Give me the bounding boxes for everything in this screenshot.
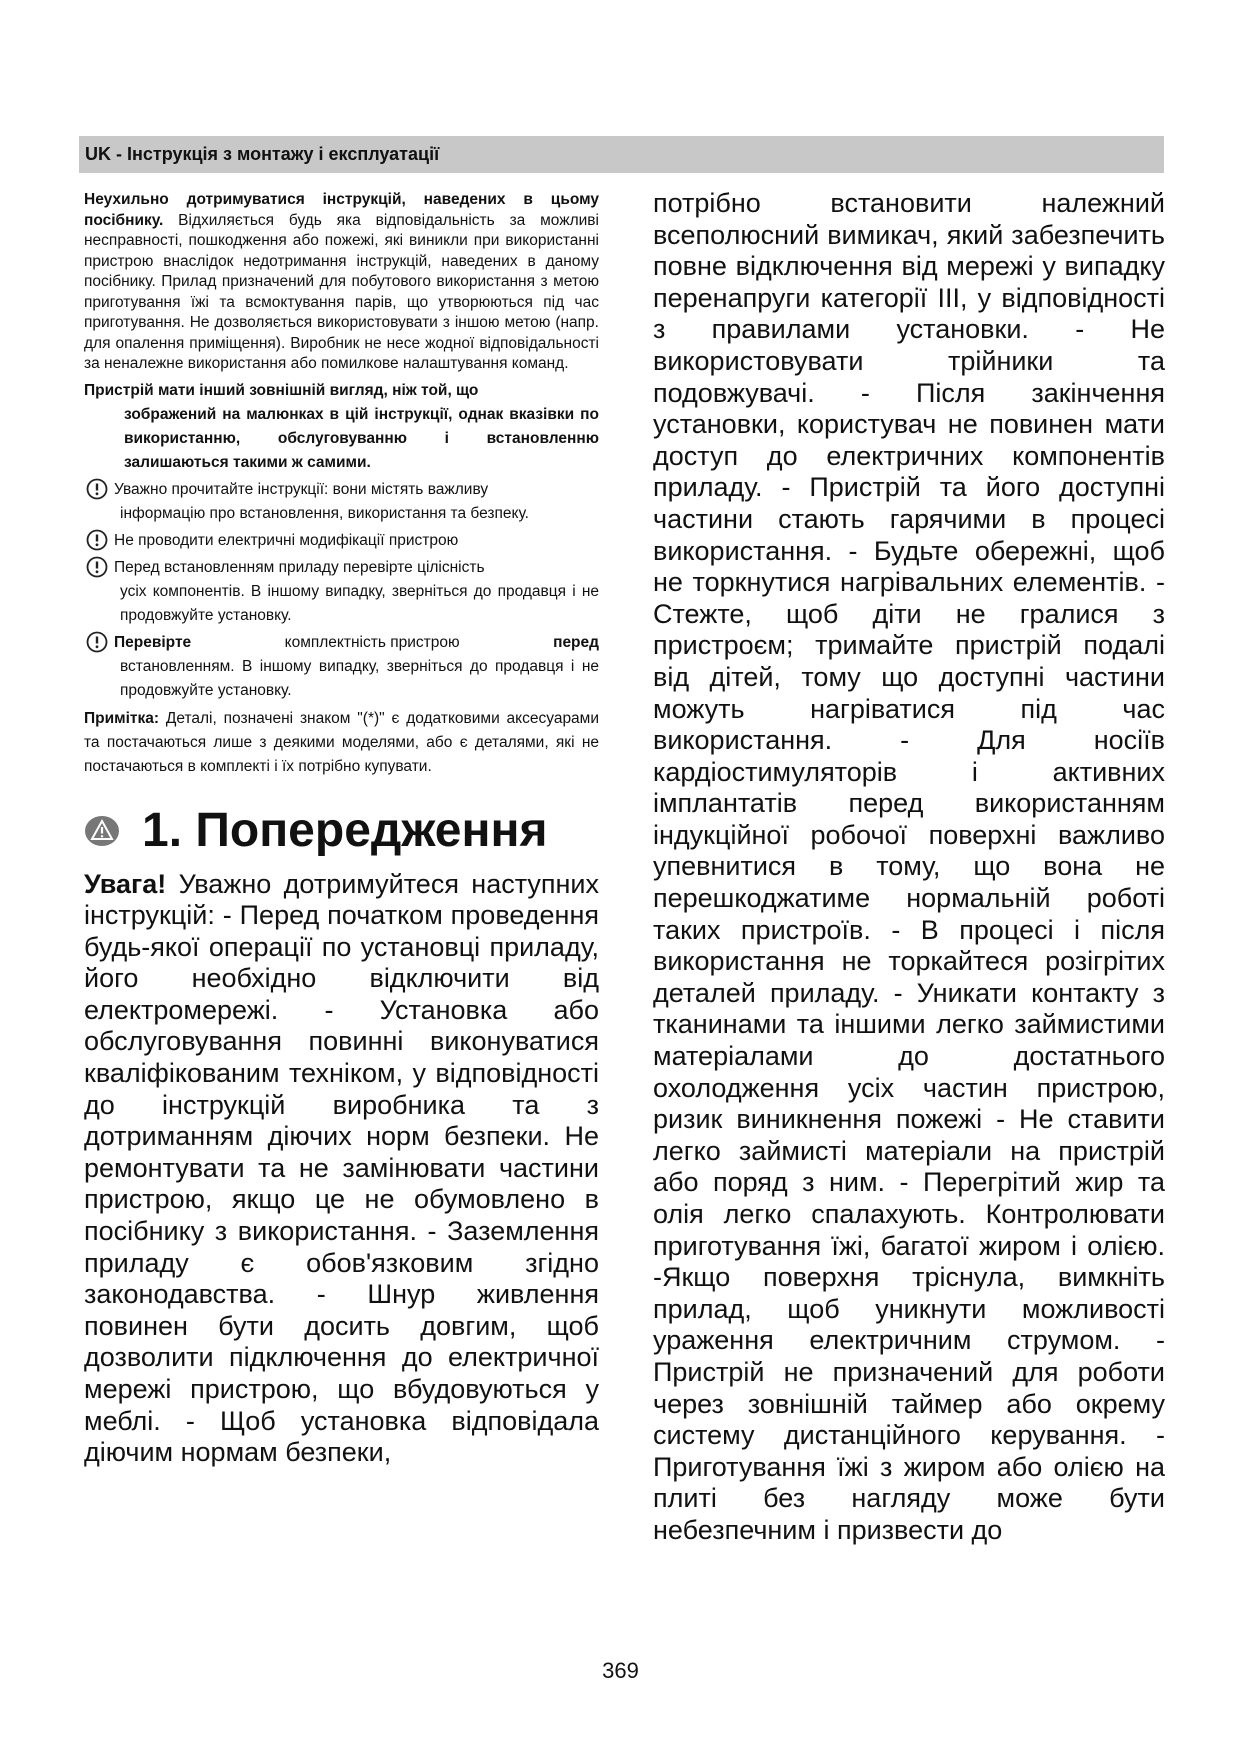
note-4-text bbox=[114, 631, 599, 703]
device-rest: зображений на малюнках в цій інструкції, однак вказівки по використанню, обслуговуванню і встановленню залишаються такими ж самими. bbox=[124, 405, 599, 471]
exclamation-circle-icon bbox=[84, 478, 114, 500]
note-4-first-line bbox=[114, 631, 599, 655]
section-header-bar bbox=[79, 136, 1164, 173]
remark-bold: Примітка: bbox=[84, 709, 160, 727]
device-paragraph bbox=[84, 379, 599, 475]
note-2-text bbox=[114, 529, 599, 553]
remark-text: Деталі, позначені знаком "(*)" є додатковими аксесуарами та постачаються лише з деякими моделями, або є деталями, які не постачаються в комплекті і їх потрібно купувати. bbox=[84, 709, 599, 775]
note-1-rest: інформацію про встановлення, використання та безпеку. bbox=[120, 504, 529, 522]
header-title: UK - Інструкція з монтажу і експлуатації bbox=[85, 144, 440, 164]
section-heading bbox=[84, 801, 599, 861]
note-4-bold2: перед bbox=[553, 633, 599, 651]
warning-bold: Увага! bbox=[84, 868, 167, 899]
exclamation-circle-icon bbox=[84, 529, 114, 551]
exclamation-circle-icon bbox=[84, 556, 114, 578]
warning-paragraph bbox=[84, 869, 599, 1469]
note-3-first: Перед встановленням приладу перевірте цілісність bbox=[114, 558, 485, 576]
note-4 bbox=[84, 631, 599, 703]
right-paragraph: потрібно встановити належний всеполюсний вимикач, який забезпечить повне відключення від мережі у випадку перенапруги категорії III, у відповідності з правилами установки. - Не використовувати трійники та подовжувачі. - Після закінчення установки, користувач не повинен мати доступ до електричних компонентів приладу. - Пристрій та його доступні частини стають гарячими в процесі використання. - Будьте обережні, щоб не торкнутися нагрівальних елементів. - Стежте, щоб діти не гралися з пристроєм; тримайте пристрій подалі від дітей, тому що доступні частини можуть нагріватися під час використання. - Для носіїв кардіостимуляторів і активних імплантатів перед використанням індукційної робочої поверхні важливо упевнитися в тому, що вона не перешкоджатиме нормальній роботі таких пристроїв. - В процесі і після використання не торкайтеся розігрітих деталей приладу. - Уникати контакту з тканинами та іншими легко займистими матеріалами до достатнього охолодження усіх частин пристрою, ризик виникнення пожежі - Не ставити легко займисті матеріали на пристрій або поряд з ним. - Перегрітий жир та олія легко спалахують. Контролювати приготування їжі, багатої жиром і олією. -Якщо поверхня тріснула, вимкніть прилад, щоб уникнути можливості ураження електричним струмом. - Пристрій не призначений для роботи через зовнішній таймер або окрему систему дистанційного керування. - Приготування їжі з жиром або олією на плиті без нагляду може бути небезпечним і призвести до bbox=[653, 188, 1165, 1545]
note-4-rest: встановленням. В іншому випадку, зверніться до продавця і не продовжуйте установку. bbox=[120, 657, 599, 699]
note-2 bbox=[84, 529, 599, 553]
remark-paragraph bbox=[84, 707, 599, 779]
note-4-mid: комплектність пристрою bbox=[284, 633, 460, 651]
note-3 bbox=[84, 556, 599, 628]
exclamation-circle-icon bbox=[84, 631, 114, 653]
note-3-text bbox=[114, 556, 599, 628]
note-1-text bbox=[114, 478, 599, 526]
device-first-line: Пристрій мати інший зовнішній вигляд, ніж той, що bbox=[84, 381, 479, 399]
warning-triangle-icon bbox=[84, 815, 120, 847]
note-1-first: Уважно прочитайте інструкції: вони містять важливу bbox=[114, 480, 489, 498]
section-title: 1. Попередження bbox=[142, 803, 548, 857]
right-column bbox=[653, 188, 1165, 1547]
note-1 bbox=[84, 478, 599, 526]
page-number: 369 bbox=[602, 1658, 639, 1683]
intro-paragraph bbox=[84, 190, 599, 375]
left-column bbox=[84, 190, 599, 1469]
note-4-bold: Перевірте bbox=[114, 633, 192, 651]
intro-bold: Неухильно дотримуватися інструкцій, наведених в цьому посібнику. bbox=[84, 191, 599, 229]
warning-text: Уважно дотримуйтеся наступних інструкцій: - Перед початком проведення будь-якої операції по установці приладу, його необхідно відключити від електромережі. - Установка або обслуговування повинні виконуватися кваліфікованим техніком, у відповідності до інструкцій виробника та з дотриманням діючих норм безпеки. Не ремонтувати та не замінювати частини пристрою, якщо це не обумовлено в посібнику з використання. - Заземлення приладу є обов'язковим згідно законодавства. - Шнур живлення повинен бути досить довгим, щоб дозволити підключення до електричної мережі пристрою, що вбудовуються у меблі. - Щоб установка відповідала діючим нормам безпеки, bbox=[84, 868, 599, 1468]
note-3-rest: усіх компонентів. В іншому випадку, зверніться до продавця і не продовжуйте установку. bbox=[120, 582, 599, 624]
note-2-first: Не проводити електричні модифікації пристрою bbox=[114, 531, 459, 549]
intro-text: Відхиляється будь яка відповідальність за можливі несправності, пошкодження або пожежі, які виникли при використанні пристрою внаслідок недотримання інструкцій, наведених в даному посібнику. Прилад призначений для побутового використання з метою приготування їжі та всмоктування парів, що утворюються під час приготування. Не дозволяється використовувати з іншою метою (напр. для опалення приміщення). Виробник не несе жодної відповідальності за неналежне використання або помилкове налаштування команд. bbox=[84, 211, 599, 372]
